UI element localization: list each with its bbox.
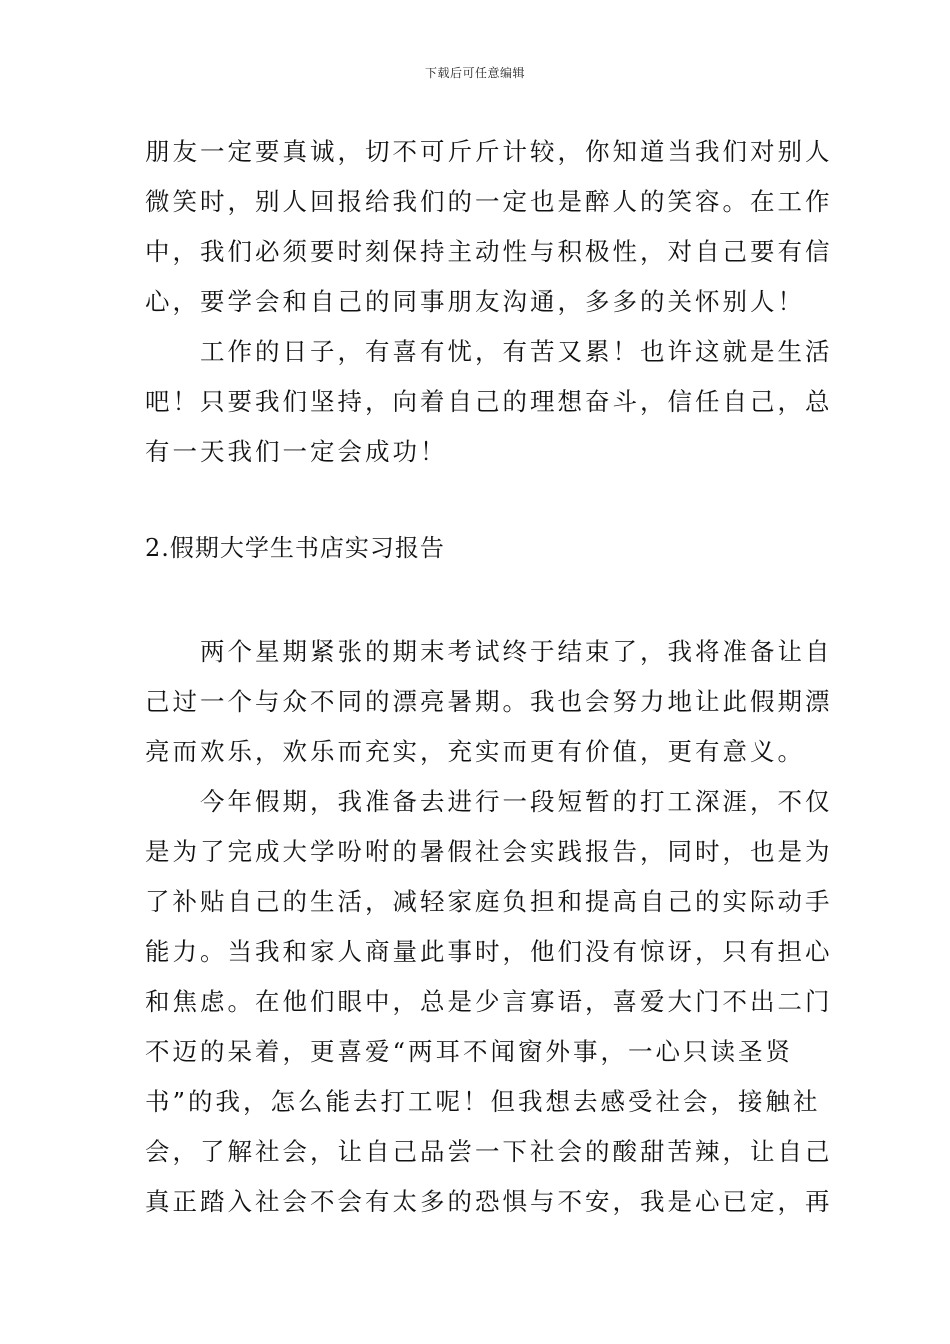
text-line: 亮而欢乐，欢乐而充实，充实而更有价值，更有意义。 bbox=[145, 737, 805, 766]
text-line: 真正踏入社会不会有太多的恐惧与不安，我是心已定，再 bbox=[145, 1187, 833, 1216]
text-line: 书”的我，怎么能去打工呢！但我想去感受社会，接触社 bbox=[145, 1087, 821, 1116]
text-line: 能力。当我和家人商量此事时，他们没有惊讶，只有担心 bbox=[145, 937, 833, 966]
paragraph-work-days bbox=[145, 327, 833, 477]
text-line: 微笑时，别人回报给我们的一定也是醉人的笑容。在工作 bbox=[145, 187, 833, 216]
section-heading: 2.假期大学生书店实习报告 bbox=[145, 534, 445, 562]
text-line: 工作的日子，有喜有忧，有苦又累！也许这就是生活 bbox=[200, 337, 833, 366]
text-line: 朋友一定要真诚，切不可斤斤计较，你知道当我们对别人 bbox=[145, 137, 833, 166]
paragraph-friendship bbox=[145, 127, 833, 327]
text-line: 己过一个与众不同的漂亮暑期。我也会努力地让此假期漂 bbox=[145, 687, 833, 716]
text-line: 了补贴自己的生活，减轻家庭负担和提高自己的实际动手 bbox=[145, 887, 833, 916]
text-line: 不迈的呆着，更喜爱“两耳不闻窗外事，一心只读圣贤 bbox=[145, 1037, 794, 1066]
text-line: 两个星期紧张的期末考试终于结束了，我将准备让自 bbox=[200, 637, 833, 666]
text-line: 今年假期，我准备去进行一段短暂的打工深涯，不仅 bbox=[200, 787, 833, 816]
paragraph-exams-over bbox=[145, 627, 833, 777]
text-line: 中，我们必须要时刻保持主动性与积极性，对自己要有信 bbox=[145, 237, 833, 266]
page-header: 下载后可任意编辑 bbox=[424, 66, 525, 80]
text-line: 有一天我们一定会成功！ bbox=[145, 437, 448, 466]
text-line: 吧！只要我们坚持，向着自己的理想奋斗，信任自己，总 bbox=[145, 387, 833, 416]
text-line: 心，要学会和自己的同事朋友沟通，多多的关怀别人！ bbox=[145, 287, 805, 316]
text-line: 是为了完成大学吩咐的暑假社会实践报告，同时，也是为 bbox=[145, 837, 833, 866]
paragraph-summer-job bbox=[145, 777, 833, 1227]
text-line: 和焦虑。在他们眼中，总是少言寡语，喜爱大门不出二门 bbox=[145, 987, 833, 1016]
text-line: 会，了解社会，让自己品尝一下社会的酸甜苦辣，让自己 bbox=[145, 1137, 833, 1166]
